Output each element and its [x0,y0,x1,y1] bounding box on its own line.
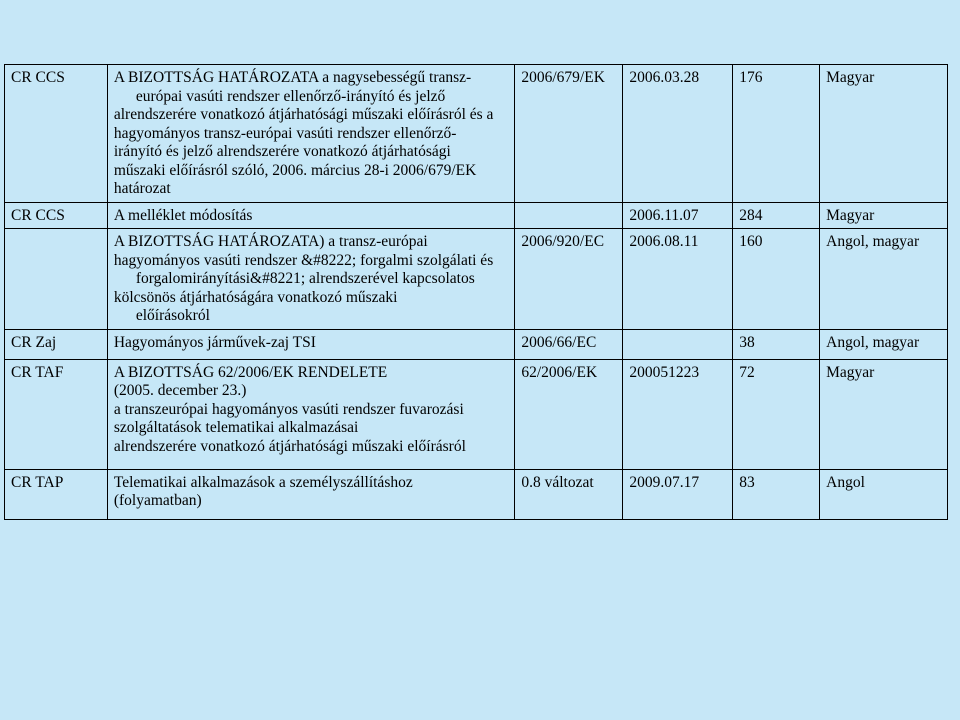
reference-cell: 2006/679/EK [515,65,623,203]
language-cell: Magyar [820,202,948,229]
code-cell: CR CCS [5,202,108,229]
title-line: forgalomirányítási&#8221; alrendszerével kapcsolatos [135,270,475,287]
pages-cell: 38 [733,329,820,359]
date-cell: 2009.07.17 [623,469,733,519]
table-row [5,469,948,519]
table-row [5,229,948,330]
pages-cell: 284 [733,202,820,229]
title-line: európai vasúti rendszer ellenőrző-irányító és jelző [135,87,446,105]
language-cell: Angol [820,469,948,519]
title-line: a transzeurópai hagyományos vasúti rendszer fuvarozási [113,400,464,418]
title-cell [107,469,515,519]
date-cell: 2006.11.07 [623,202,733,229]
code-cell: CR TAF [5,359,108,469]
date-cell [623,329,733,359]
reference-cell: 62/2006/EK [515,359,623,469]
table-row [5,329,948,359]
title-line: hagyományos vasúti rendszer &#8222; forgalmi szolgálati és [113,251,494,269]
title-line: alrendszerére vonatkozó átjárhatósági műszaki előírásról és a [113,106,494,123]
title-cell [107,229,515,330]
title-cell [107,65,515,203]
date-cell: 200051223 [623,359,733,469]
title-line: előírásokról [135,307,210,324]
code-cell: CR CCS [5,65,108,203]
reference-cell: 2006/920/EC [515,229,623,330]
reference-cell: 0.8 változat [515,469,623,519]
pages-cell: 72 [733,359,820,469]
table-row [5,65,948,203]
pages-cell: 160 [733,229,820,330]
title-cell [107,202,515,229]
regulations-table [4,64,948,520]
language-cell: Angol, magyar [820,329,948,359]
code-cell [5,229,108,330]
date-cell: 2006.03.28 [623,65,733,203]
title-line: szolgáltatások telematikai alkalmazásai [113,419,359,436]
title-line: kölcsönös átjárhatóságára vonatkozó műszaki [113,288,398,306]
language-cell: Magyar [820,359,948,469]
code-cell: CR Zaj [5,329,108,359]
code-cell: CR TAP [5,469,108,519]
title-line: Hagyományos járművek-zaj TSI [113,333,316,351]
title-line: hagyományos transz-európai vasúti rendszer ellenőrző- [113,124,457,142]
table-row [5,359,948,469]
pages-cell: 176 [733,65,820,203]
title-line: (folyamatban) [113,492,202,509]
table-row [5,202,948,229]
title-line: A BIZOTTSÁG HATÁROZATA) a transz-európai [113,233,428,250]
title-line: Telematikai alkalmazások a személyszállításhoz [113,473,413,491]
title-line: (2005. december 23.) [113,382,247,399]
date-cell: 2006.08.11 [623,229,733,330]
title-line: A melléklet módosítás [113,206,253,224]
title-line: A BIZOTTSÁG HATÁROZATA a nagysebességű transz- [113,69,472,86]
title-cell [107,329,515,359]
reference-cell: 2006/66/EC [515,329,623,359]
title-line: határozat [113,180,171,197]
pages-cell: 83 [733,469,820,519]
title-line: műszaki előírásról szóló, 2006. március 28-i 2006/679/EK [113,161,477,179]
title-line: A BIZOTTSÁG 62/2006/EK RENDELETE [113,363,388,381]
language-cell: Magyar [820,65,948,203]
title-line: irányító és jelző alrendszerére vonatkozó átjárhatósági [113,143,451,160]
title-line: alrendszerére vonatkozó átjárhatósági műszaki előírásról [113,437,466,455]
language-cell: Angol, magyar [820,229,948,330]
reference-cell [515,202,623,229]
title-cell [107,359,515,469]
